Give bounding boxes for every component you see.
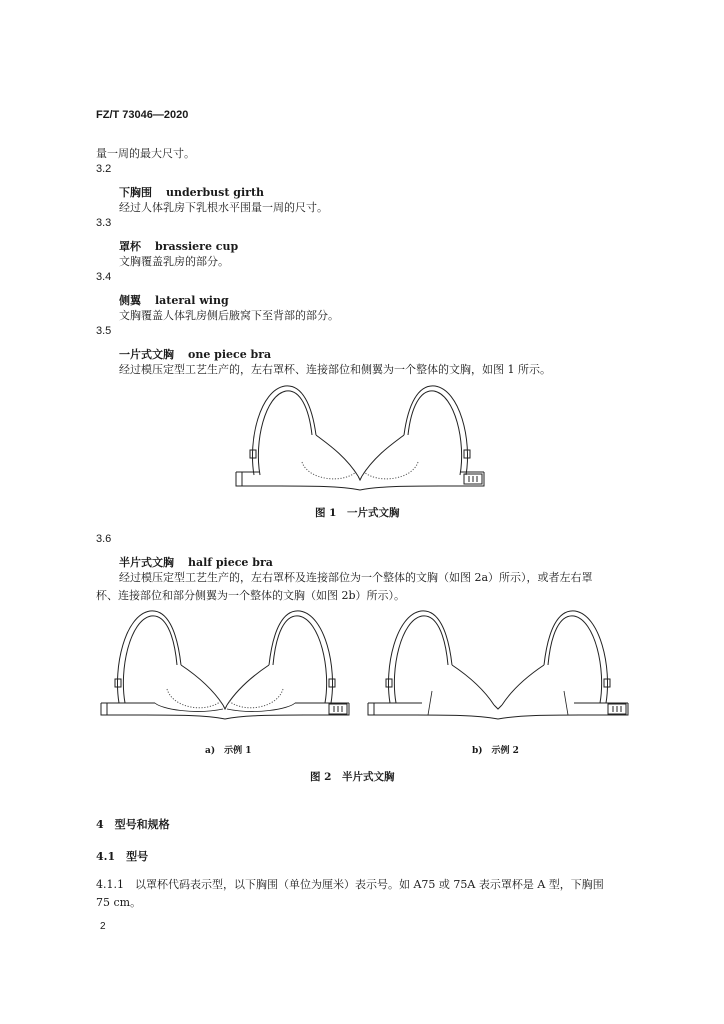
figure-2b-label: b) 示例 2 xyxy=(472,746,519,756)
term-title xyxy=(119,181,264,200)
figure-2a-half-piece-bra xyxy=(95,605,355,720)
clause-number: 3.5 xyxy=(96,325,112,337)
term-title xyxy=(119,551,273,570)
clause-number: 3.2 xyxy=(96,163,112,175)
term-definition: 文胸覆盖人体乳房侧后腋窝下至背部的部分。 xyxy=(119,309,339,322)
figure-2-caption: 图 2 半片式文胸 xyxy=(310,771,395,783)
term-definition: 文胸覆盖乳房的部分。 xyxy=(119,255,229,268)
term-definition: 经过模压定型工艺生产的，左右罩杯及连接部位为一个整体的文胸（如图 2a）所示），或者左右罩 xyxy=(119,571,593,584)
figure-1-caption: 图 1 一片式文胸 xyxy=(315,507,400,519)
section-heading: 4 型号和规格 xyxy=(96,818,170,831)
figure-2b-half-piece-bra xyxy=(362,605,637,720)
term-chinese: 下胸围 xyxy=(119,186,152,199)
continued-text: 量一周的最大尺寸。 xyxy=(96,147,195,160)
term-title xyxy=(119,235,238,254)
term-title xyxy=(119,289,229,308)
term-definition: 经过模压定型工艺生产的，左右罩杯、连接部位和侧翼为一个整体的文胸，如图 1 所示。 xyxy=(119,363,551,376)
term-chinese: 侧翼 xyxy=(119,294,141,307)
term-english: half piece bra xyxy=(188,556,273,569)
clause-number: 3.6 xyxy=(96,533,112,545)
term-definition: 经过人体乳房下乳根水平围量一周的尺寸。 xyxy=(119,201,328,214)
figure-2a-label: a) 示例 1 xyxy=(205,746,252,756)
term-definition: 杯、连接部位和部分侧翼为一个整体的文胸（如图 2b）所示）。 xyxy=(96,589,406,602)
clause-number: 3.3 xyxy=(96,217,112,229)
term-english: lateral wing xyxy=(155,294,229,307)
clause-text: 75 cm。 xyxy=(96,896,142,909)
clause-number: 3.4 xyxy=(96,271,112,283)
term-title xyxy=(119,343,271,362)
term-english: underbust girth xyxy=(166,186,265,199)
term-chinese: 罩杯 xyxy=(119,240,141,253)
term-english: brassiere cup xyxy=(155,240,239,253)
term-chinese: 半片式文胸 xyxy=(119,556,174,569)
subsection-heading: 4.1 型号 xyxy=(96,850,149,863)
clause-text: 4.1.1 以罩杯代码表示型，以下胸围（单位为厘米）表示号。如 A75 或 75A 表示罩杯是 A 型，下胸围 xyxy=(96,878,604,891)
page-number: 2 xyxy=(100,921,106,932)
term-english: one piece bra xyxy=(188,348,272,361)
term-chinese: 一片式文胸 xyxy=(119,348,174,361)
document-id: FZ/T 73046—2020 xyxy=(96,109,189,121)
figure-1-one-piece-bra xyxy=(230,380,490,490)
